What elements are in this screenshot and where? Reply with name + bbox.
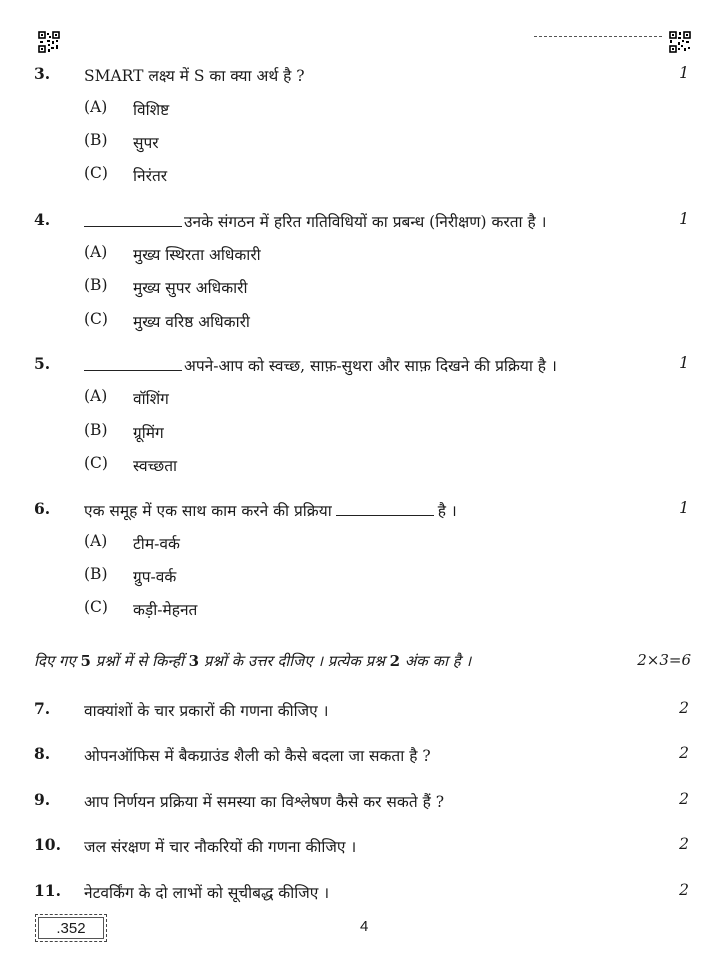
fill-in-blank: [336, 503, 434, 516]
instruction-text: अंक का है ।: [404, 652, 472, 670]
question-number: 3.: [34, 64, 51, 83]
fill-in-blank: [84, 214, 182, 227]
question-text: अपने-आप को स्वच्छ, साफ़-सुथरा और साफ़ दिखने की प्रक्रिया है ।: [184, 357, 557, 375]
paper-code: .352: [56, 919, 86, 937]
qr-code-icon: [38, 31, 60, 53]
option-text: वॉशिंग: [133, 390, 169, 408]
page-number: 4: [360, 918, 369, 935]
option-text: मुख्य स्थिरता अधिकारी: [133, 246, 261, 264]
question-number: 9.: [34, 790, 51, 809]
question-marks: 2: [679, 744, 689, 762]
option-label: (C): [84, 164, 108, 182]
section-instruction: [34, 651, 471, 671]
option-label: (A): [84, 98, 108, 116]
option-label: (B): [84, 131, 108, 149]
question-number: 4.: [34, 210, 51, 229]
option-text: मुख्य वरिष्ठ अधिकारी: [133, 313, 250, 331]
question-text: जल संरक्षण में चार नौकरियों की गणना कीजिए ।: [84, 838, 357, 856]
option-text: मुख्य सुपर अधिकारी: [133, 279, 248, 297]
question-text: वाक्यांशों के चार प्रकारों की गणना कीजिए ।: [84, 702, 329, 720]
question-text: नेटवर्किंग के दो लाभों को सूचीबद्ध कीजिए ।: [84, 884, 330, 902]
option-label: (C): [84, 454, 108, 472]
option-label: (C): [84, 598, 108, 616]
question-text-line: [84, 210, 547, 232]
option-text: कड़ी-मेहनत: [133, 601, 198, 619]
header-divider: [534, 36, 662, 37]
question-text: उनके संगठन में हरित गतिविधियों का प्रबन्ध (निरीक्षण) करता है ।: [184, 213, 547, 231]
question-text: आप निर्णयन प्रक्रिया में समस्या का विश्लेषण कैसे कर सकते हैं ?: [84, 793, 445, 811]
question-marks: 1: [679, 354, 689, 372]
option-text: निरंतर: [133, 167, 168, 185]
option-text: टीम-वर्क: [133, 535, 180, 553]
instruction-text: दिए गए: [34, 652, 76, 670]
question-number: 10.: [34, 835, 61, 854]
option-label: (A): [84, 387, 108, 405]
question-marks: 2: [679, 790, 689, 808]
instruction-count: 3: [188, 652, 200, 670]
instruction-text: प्रश्नों के उत्तर दीजिए । प्रत्येक प्रश्न: [203, 652, 385, 670]
question-marks: 2: [679, 835, 689, 853]
option-text: सुपर: [133, 134, 159, 152]
question-marks: 1: [679, 499, 689, 517]
question-text-line: [84, 354, 557, 376]
option-text: ग्रूमिंग: [133, 424, 164, 442]
question-marks: 2: [679, 881, 689, 899]
option-label: (C): [84, 310, 108, 328]
section-marks: 2×3=6: [637, 651, 691, 669]
option-label: (A): [84, 532, 108, 550]
question-text: SMART लक्ष्य में S का क्या अर्थ है ?: [84, 67, 305, 85]
instruction-count: 5: [80, 652, 91, 670]
question-marks: 1: [679, 64, 689, 82]
paper-code-box: [35, 914, 107, 942]
question-number: 5.: [34, 354, 51, 373]
question-number: 7.: [34, 699, 51, 718]
question-number: 8.: [34, 744, 51, 763]
question-number: 11.: [34, 881, 61, 900]
fill-in-blank: [84, 358, 182, 371]
option-text: ग्रुप-वर्क: [133, 568, 177, 586]
instruction-count: 2: [389, 652, 401, 670]
option-text: स्वच्छता: [133, 457, 178, 475]
question-text: ओपनऑफिस में बैकग्राउंड शैली को कैसे बदला जा सकता है ?: [84, 747, 431, 765]
question-number: 6.: [34, 499, 51, 518]
option-label: (B): [84, 421, 108, 439]
option-label: (B): [84, 565, 108, 583]
question-marks: 1: [679, 210, 689, 228]
question-text-line: [84, 499, 457, 521]
question-marks: 2: [679, 699, 689, 717]
qr-code-icon: [669, 31, 691, 53]
question-text: एक समूह में एक साथ काम करने की प्रक्रिया: [84, 502, 332, 520]
question-text-end: है ।: [437, 502, 457, 520]
instruction-text: प्रश्नों में से किन्हीं: [95, 652, 184, 670]
option-label: (B): [84, 276, 108, 294]
option-label: (A): [84, 243, 108, 261]
option-text: विशिष्ट: [133, 101, 170, 119]
